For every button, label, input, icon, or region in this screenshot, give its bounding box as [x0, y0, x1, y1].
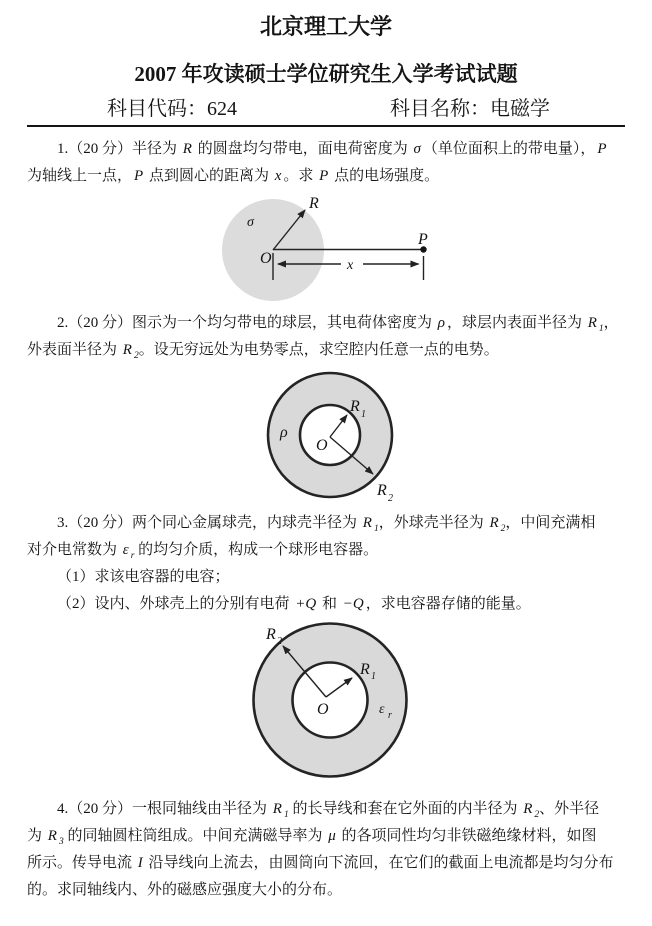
question-4-line: 的。求同轴线内、外的磁感应强度大小的分布。	[27, 882, 343, 898]
subject-name	[390, 96, 550, 122]
subject-code-value: 624	[207, 98, 237, 120]
figure-spherical-capacitor	[246, 618, 418, 784]
question-1-line: 1.（20 分）半径为 R 的圆盘均匀带电，面电荷密度为 σ （单位面积上的带电量）， P	[57, 141, 607, 157]
figure-charged-disk	[210, 192, 450, 304]
point-p-label: P	[418, 231, 428, 248]
header-divider	[27, 125, 625, 127]
subject-name-label: 科目名称：	[390, 98, 490, 120]
question-2-line: 2.（20 分）图示为一个均匀带电的球层，其电荷体密度为 ρ ，球层内表面半径为 R $_1$，	[57, 315, 619, 334]
outer-radius-subscript: 2	[277, 636, 282, 647]
subject-code	[107, 96, 237, 122]
question-2-line: 外表面半径为 R $_2$。设无穷远处为电势零点，求空腔内任意一点的电势。	[27, 342, 499, 361]
center-label: O	[317, 701, 329, 718]
inner-radius-subscript: 1	[371, 671, 376, 682]
subject-code-label: 科目代码：	[107, 98, 207, 120]
question-4-line: 为 R $_3$ 的同轴圆柱筒组成。中间充满磁导率为 μ 的各项同性均匀非铁磁绝缘材料，如图	[27, 828, 597, 847]
epsilon-label: ε	[379, 702, 385, 717]
exam-title: 2007 年攻读硕士学位研究生入学考试试题	[134, 62, 518, 86]
figure-charged-shell	[248, 366, 428, 506]
outer-radius-label: R	[377, 482, 387, 499]
center-label: O	[316, 437, 328, 454]
inner-circle	[293, 663, 368, 738]
inner-radius-label: R	[360, 661, 370, 678]
subject-row	[0, 96, 652, 122]
question-3-line: 对介电常数为 ε $_r$ 的均匀介质，构成一个球形电容器。	[27, 542, 379, 561]
question-4-line: 4.（20 分）一根同轴线由半径为 R $_1$ 的长导线和套在它外面的内半径为 R $_2$、外半径	[57, 801, 600, 820]
question-1	[0, 136, 652, 190]
question-3-line: （2）设内、外球壳上的分别有电荷 +Q 和 −Q ，求电容器存储的能量。	[57, 596, 531, 612]
outer-radius-subscript: 2	[388, 493, 393, 504]
center-label: O	[260, 250, 272, 267]
university-title: 北京理工大学	[259, 14, 392, 39]
epsilon-subscript: r	[388, 710, 392, 721]
inner-radius-subscript: 1	[361, 409, 366, 420]
inner-radius-label: R	[350, 398, 360, 415]
question-3	[0, 510, 652, 618]
rho-label: ρ	[280, 424, 288, 441]
question-4	[0, 796, 652, 904]
question-2	[0, 310, 652, 364]
question-1-line: 为轴线上一点， P 点到圆心的距离为 x 。求 P 点的电场强度。	[27, 168, 440, 184]
radius-label: R	[309, 195, 319, 212]
distance-label: x	[347, 258, 354, 273]
sigma-label: σ	[247, 215, 254, 230]
question-3-line: （1）求该电容器的电容；	[57, 569, 230, 585]
subject-name-value: 电磁学	[490, 98, 550, 120]
outer-radius-label: R	[266, 626, 276, 643]
question-4-line: 所示。传导电流 I 沿导线向上流去，由圆筒向下流回，在它们的截面上电流都是均匀分布	[27, 855, 614, 871]
question-3-line: 3.（20 分）两个同心金属球壳，内球壳半径为 R $_1$，外球壳半径为 R $_2$，中间充满相	[57, 515, 596, 534]
